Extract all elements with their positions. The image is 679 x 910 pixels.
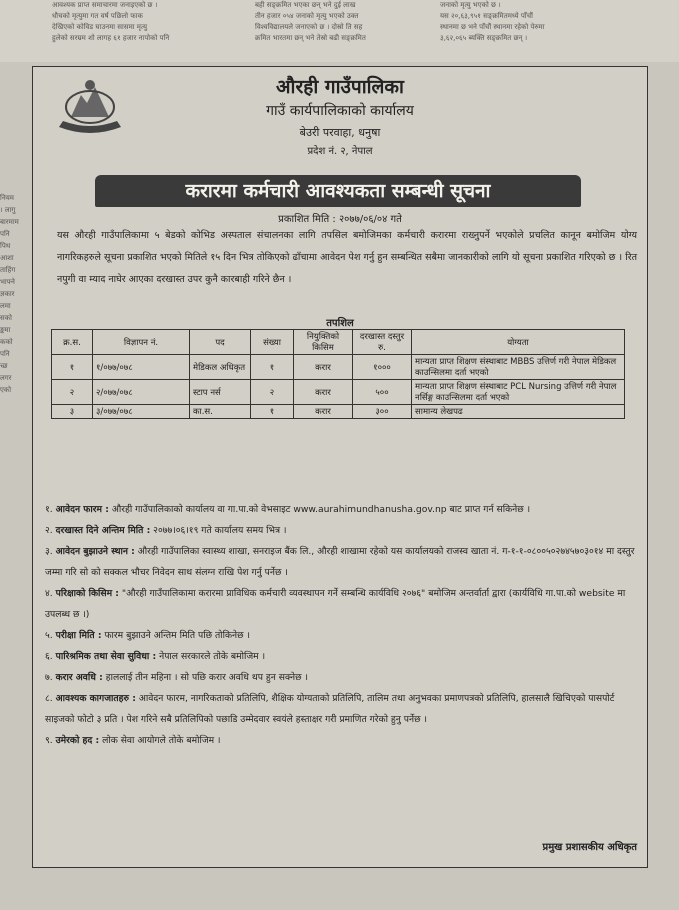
list-item (45, 667, 635, 688)
address: बेउरी परवाहा, धनुषा (299, 126, 381, 139)
left-text: च्छ (0, 362, 8, 370)
item-number: ९. (45, 735, 53, 746)
left-text: ताहिंग (0, 266, 16, 274)
col-header: विज्ञापन नं. (93, 330, 190, 355)
province: प्रदेश नं. २, नेपाल (307, 146, 373, 157)
top-text: धौचको मृत्युमा गत वर्ष पछिलो फाक (52, 12, 143, 20)
top-text: बही सङ्क्रमित भएका छन् भने दुई लाख (255, 1, 356, 9)
table-cell: ३/०७७/०७८ (93, 405, 190, 419)
item-number: १. (45, 504, 53, 515)
notice-box (32, 66, 648, 868)
col-header: नियुक्तिको किसिम (294, 330, 353, 355)
item-label: आवेदन बुझाउने स्थान : (55, 546, 135, 557)
col-header: योग्यता (412, 330, 625, 355)
left-text: पनि (0, 350, 10, 358)
left-text: ज्ञकार (0, 290, 15, 298)
list-item (45, 499, 635, 520)
item-number: ५. (45, 630, 53, 641)
table-row (52, 380, 625, 405)
item-text: फारम बुझाउने अन्तिम मिति पछि तोकिनेछ । (104, 630, 250, 641)
table-cell: १ (251, 355, 294, 380)
signature-title: प्रमुख प्रशासकीय अधिकृत (542, 842, 637, 853)
item-label: आवश्यक कागजातहरु : (55, 693, 136, 704)
item-text: "औरही गाउँपालिकामा करारमा प्राविधिक कर्मचारी व्यवस्थापन गर्ने सम्बन्धि कार्यविधि २०७६" बमोजिम अन्तर्वार्ता द्वारा (कार्यविधि गा.पा.को website मा उपलब्ध छ ।) (45, 588, 626, 620)
table-cell: ३०० (353, 405, 412, 419)
top-text: तीन हजार ०५४ जनाको मृत्यु भएको उक्त (255, 12, 359, 20)
left-text: पनि (0, 230, 10, 238)
left-text: एको (0, 386, 12, 394)
top-text: ३,६२,०६५ ब्यक्ति सङ्क्रमित छन् । (440, 34, 528, 42)
table-cell: स्टाप नर्स (190, 380, 251, 405)
left-text: लगर (0, 374, 12, 382)
top-text: हुलेको सरम्रम शो लागह ६१ हजार नापोको पनि (52, 34, 170, 42)
conditions-list (45, 499, 635, 751)
item-text: हाललाई तीन महिना । सो पछि करार अवधि थप हुन सक्नेछ । (105, 672, 308, 683)
item-label: परिक्षाको किसिम : (55, 588, 119, 599)
item-number: ३. (45, 546, 53, 557)
org-name: औरही गाउँपालिका (276, 76, 404, 98)
left-text: आशा (0, 254, 14, 262)
list-item (45, 520, 635, 541)
item-number: ८. (45, 693, 53, 704)
list-item (45, 646, 635, 667)
table-cell: १ (52, 355, 93, 380)
item-label: उमेरको हद : (55, 735, 100, 746)
table-cell: मान्यता प्राप्त शिक्षण संस्थाबाट MBBS उत्तिर्ण गरी नेपाल मेडिकल काउन्सिलमा दर्ता भएको (412, 355, 625, 380)
item-text: २०७७।०६।१९ गते कार्यालय समय भित्र । (153, 525, 287, 536)
item-number: ७. (45, 672, 53, 683)
table-cell: सामान्य लेखपढ (412, 405, 625, 419)
table-cell: १००० (353, 355, 412, 380)
item-text: औरही गाउँपालिकाको कार्यालय वा गा.पा.को वेभसाइट www.aurahimundhanusha.gov.np बाट प्राप्त गर्न सकिनेछ । (111, 504, 531, 515)
item-label: दरखास्त दिने अन्तिम मिति : (55, 525, 151, 536)
item-label: करार अवधि : (55, 672, 103, 683)
top-text: स्थानमा छ भने पाँचौं स्थानमा रहेको पेरुमा (440, 23, 545, 31)
left-text: । लागु (0, 206, 16, 214)
table-cell: करार (294, 355, 353, 380)
item-text: औरही गाउँपालिका स्वास्थ्य शाखा, सनराइज बैंक लि., औरही शाखामा रहेको यस कार्यालयको राजस्व खाता नं. ग-१-१-०८००५०२७४५७०३०१४ मा दस्तुर जम्मा गरि सो को सक्कल भौचर निवेदन साथ संलग्न राखि पेश गर्नु पर्नेछ । (45, 546, 635, 578)
table-cell: १/०७७/०७८ (93, 355, 190, 380)
newspaper-left-strip (0, 62, 30, 462)
item-number: ४. (45, 588, 53, 599)
col-header: क्र.स. (52, 330, 93, 355)
table-cell: करार (294, 380, 353, 405)
left-text: कको (0, 338, 13, 346)
item-text: लोक सेवा आयोगले तोके बमोजिम । (102, 735, 221, 746)
table-cell: २ (251, 380, 294, 405)
left-text: बारमाम (0, 218, 19, 226)
top-text: देखिएको कोविड घाउनमा सासमा मृत्यु (52, 23, 148, 31)
top-column-3 (440, 0, 640, 44)
item-number: ६. (45, 651, 53, 662)
table-cell: २/०७७/०७८ (93, 380, 190, 405)
left-text: नियम (0, 194, 14, 202)
notice-title-banner: करारमा कर्मचारी आवश्यकता सम्बन्धी सूचना (95, 175, 581, 207)
list-item (45, 625, 635, 646)
list-item (45, 730, 635, 751)
item-text: नेपाल सरकारले तोके बमोजिम । (159, 651, 266, 662)
item-text: आवेदन फारम, नागरिकताको प्रतिलिपि, शैक्षिक योग्यताको प्रतिलिपि, तालिम तथा अनुभवका प्रमाणपत्रको प्रतिलिपि, हालसालै खिचिएको पासपोर्ट साइजको फोटो ३ प्रति । पेश गरिने सबै प्रतिलिपिको पछाडि उम्मेदवार स्वयंले हस्ताक्षर गरी प्रमाणित गरेको हुनु पर्नेछ । (45, 693, 615, 725)
table-cell: १ (251, 405, 294, 419)
left-text: पिथ (0, 242, 11, 250)
table-cell: मेडिकल अधिकृत (190, 355, 251, 380)
table-caption: तपशिल (326, 318, 354, 329)
table-cell: का.स. (190, 405, 251, 419)
top-column-2 (255, 0, 435, 44)
table-row (52, 405, 625, 419)
left-text: सको (0, 314, 12, 322)
office-name: गाउँ कार्यपालिकाको कार्यालय (266, 103, 414, 119)
newspaper-top-strip (0, 0, 679, 62)
item-number: २. (45, 525, 53, 536)
table-cell: ३ (52, 405, 93, 419)
top-text: जनाको मृत्यु भएको छ । (440, 1, 501, 9)
top-text: यस २०,६३,९५१ सङ्क्रमितमध्ये पाँचौं (440, 12, 533, 20)
top-text: विश्वविद्यालयले जनाएको छ । दोस्रो ति सह (255, 23, 363, 31)
col-header: पद (190, 330, 251, 355)
table-cell: मान्यता प्राप्त शिक्षण संस्थाबाट PCL Nursing उत्तिर्ण गरी नेपाल नर्सिङ्ग काउन्सिलमा दर्ता भएको (412, 380, 625, 405)
table-cell: करार (294, 405, 353, 419)
published-date: प्रकाशित मिति : २०७७/०६/०४ गते (278, 214, 402, 225)
item-label: परीक्षा मिति : (55, 630, 102, 641)
item-label: आवेदन फारम : (55, 504, 109, 515)
list-item (45, 688, 635, 730)
item-label: पारिश्रमिक तथा सेवा सुविधा : (55, 651, 157, 662)
col-header: दरखास्त दस्तुर रु. (353, 330, 412, 355)
left-text: लमा (0, 302, 11, 310)
list-item (45, 541, 635, 583)
left-text: भाफ्ने (0, 278, 15, 286)
top-text: क्रमित भारतमा छन् भने तेस्रो बढी सङ्क्रमित (255, 34, 366, 42)
list-item (45, 583, 635, 625)
intro-paragraph: यस औरही गाउँपालिकामा ५ बेडको कोभिड अस्पताल संचालनका लागि तपसिल बमोजिमका कर्मचारी करारमा राख्नुपर्ने भएकोले प्रचलित कानून बमोजिम योग्य नागरिकहरुले सूचना प्रकाशित भएको मितिले १५ दिन भित्र तोकिएको ढाँचामा आवेदन पेश गर्नु हुन सम्बन्धित सबैमा जानकारीको लागि यो सूचना प्रकाशित गरिएको छ । रित नपुगी वा म्याद नाघेर आएका दरखास्त उपर कुनै कारबाही गरिने छैन । (57, 230, 637, 285)
table-cell: ५०० (353, 380, 412, 405)
top-text: आवश्यक प्राप्त समाचारमा जनाइएको छ । (52, 1, 158, 9)
table-header-row (52, 330, 625, 355)
table-cell: २ (52, 380, 93, 405)
col-header: संख्या (251, 330, 294, 355)
top-column-1 (52, 0, 252, 44)
vacancy-table (51, 329, 625, 419)
table-row (52, 355, 625, 380)
left-text: ङ्कमा (0, 326, 11, 334)
